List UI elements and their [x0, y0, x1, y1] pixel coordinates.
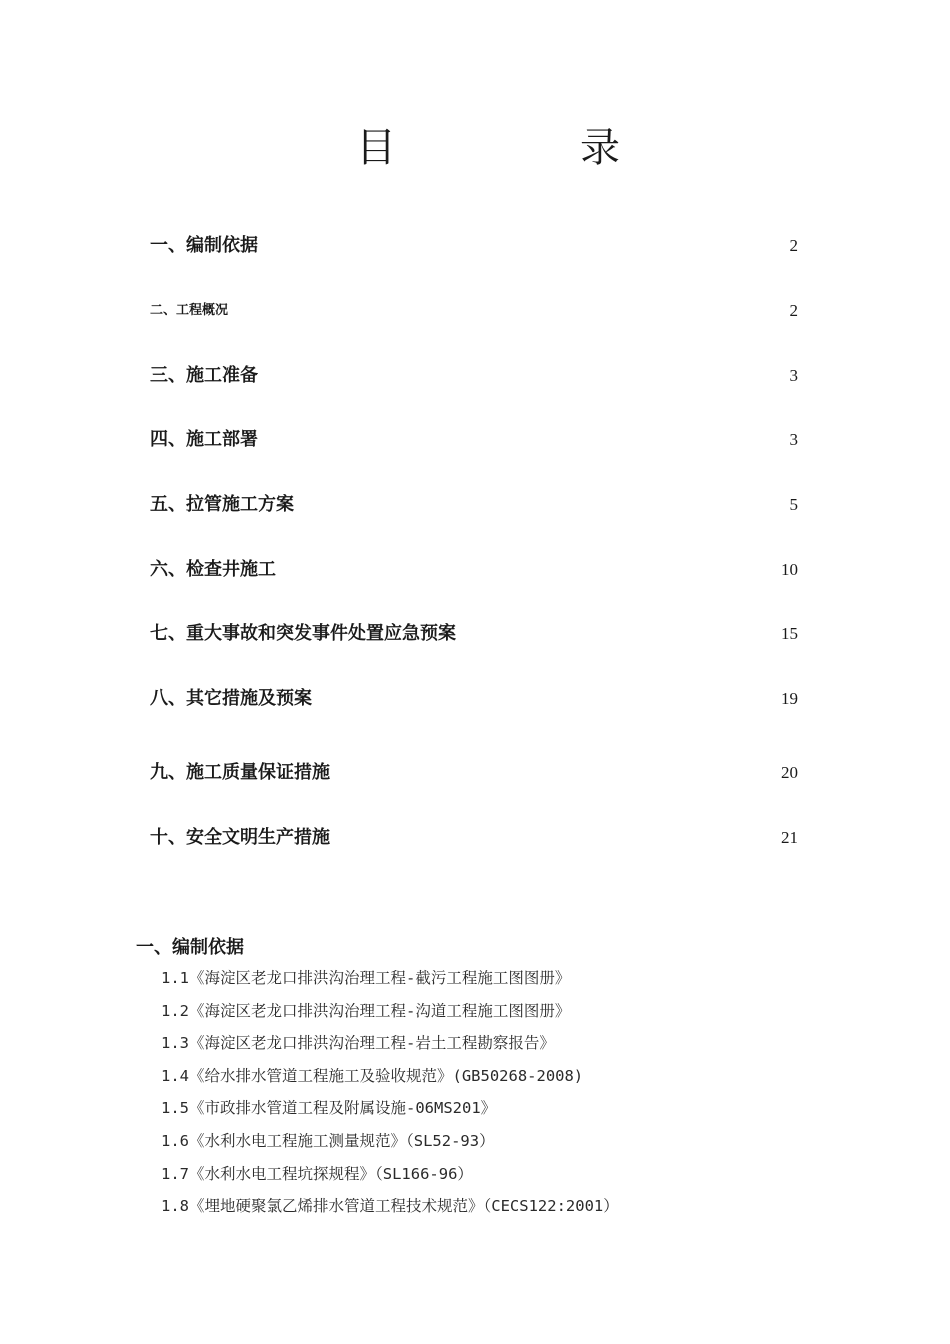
toc-entry[interactable]: [150, 425, 798, 455]
toc-entry[interactable]: [150, 296, 798, 326]
reference-item: 1.7《水利水电工程坑探规程》（SL166-96）: [161, 1164, 473, 1183]
toc-entry-page: 5: [789, 495, 798, 514]
title-char-2: 录: [580, 125, 620, 171]
toc-entry-label: 四、施工部署: [150, 429, 258, 450]
toc-entry[interactable]: [150, 231, 798, 261]
toc-entry-page: 15: [781, 624, 798, 643]
reference-item: 1.6《水利水电工程施工测量规范》（SL52-93）: [161, 1131, 495, 1150]
toc-entry-label: 一、编制依据: [150, 235, 258, 256]
reference-item: 1.5《市政排水管道工程及附属设施-06MS201》: [161, 1099, 497, 1118]
toc-entry-label: 八、其它措施及预案: [150, 688, 312, 709]
reference-item: 1.4《给水排水管道工程施工及验收规范》(GB50268-2008): [161, 1066, 584, 1085]
section-compilation-basis: [136, 934, 836, 1223]
reference-item: 1.2《海淀区老龙口排洪沟治理工程-沟道工程施工图图册》: [161, 1001, 571, 1020]
reference-item: 1.1《海淀区老龙口排洪沟治理工程-截污工程施工图图册》: [161, 969, 571, 987]
toc-entry-page: 20: [781, 763, 798, 782]
reference-item: 1.8《埋地硬聚氯乙烯排水管道工程技术规范》（CECS122:2001）: [161, 1197, 619, 1216]
toc-entry-label: 十、安全文明生产措施: [150, 827, 330, 848]
page-title: [0, 118, 950, 178]
toc-entry-page: 2: [789, 236, 798, 255]
toc-entry-label: 九、施工质量保证措施: [150, 762, 330, 783]
toc-entry[interactable]: [150, 823, 798, 853]
toc-entry-page: 10: [781, 560, 798, 579]
toc-entry[interactable]: [150, 555, 798, 585]
section-heading: 一、编制依据: [136, 937, 244, 958]
toc-entry[interactable]: [150, 490, 798, 520]
toc-entry[interactable]: [150, 619, 798, 649]
reference-list: [136, 962, 836, 1223]
reference-item: 1.3《海淀区老龙口排洪沟治理工程-岩土工程勘察报告》: [161, 1034, 555, 1053]
toc-entry-label: 七、重大事故和突发事件处置应急预案: [150, 623, 456, 644]
toc-entry-page: 3: [789, 366, 798, 385]
toc-entry-page: 2: [789, 301, 798, 320]
toc-entry-page: 21: [781, 828, 798, 847]
toc-entry-label: 五、拉管施工方案: [150, 494, 294, 515]
title-char-1: 目: [356, 125, 396, 171]
toc-entry-label: 三、施工准备: [150, 365, 258, 386]
toc-entry[interactable]: [150, 758, 798, 788]
toc-entry[interactable]: [150, 684, 798, 714]
toc-entry-label: 二、工程概况: [150, 303, 229, 318]
toc-entry-page: 3: [789, 430, 798, 449]
toc-entry-page: 19: [781, 689, 798, 708]
toc-entry-label: 六、检查井施工: [150, 559, 276, 580]
toc-entry[interactable]: [150, 361, 798, 391]
